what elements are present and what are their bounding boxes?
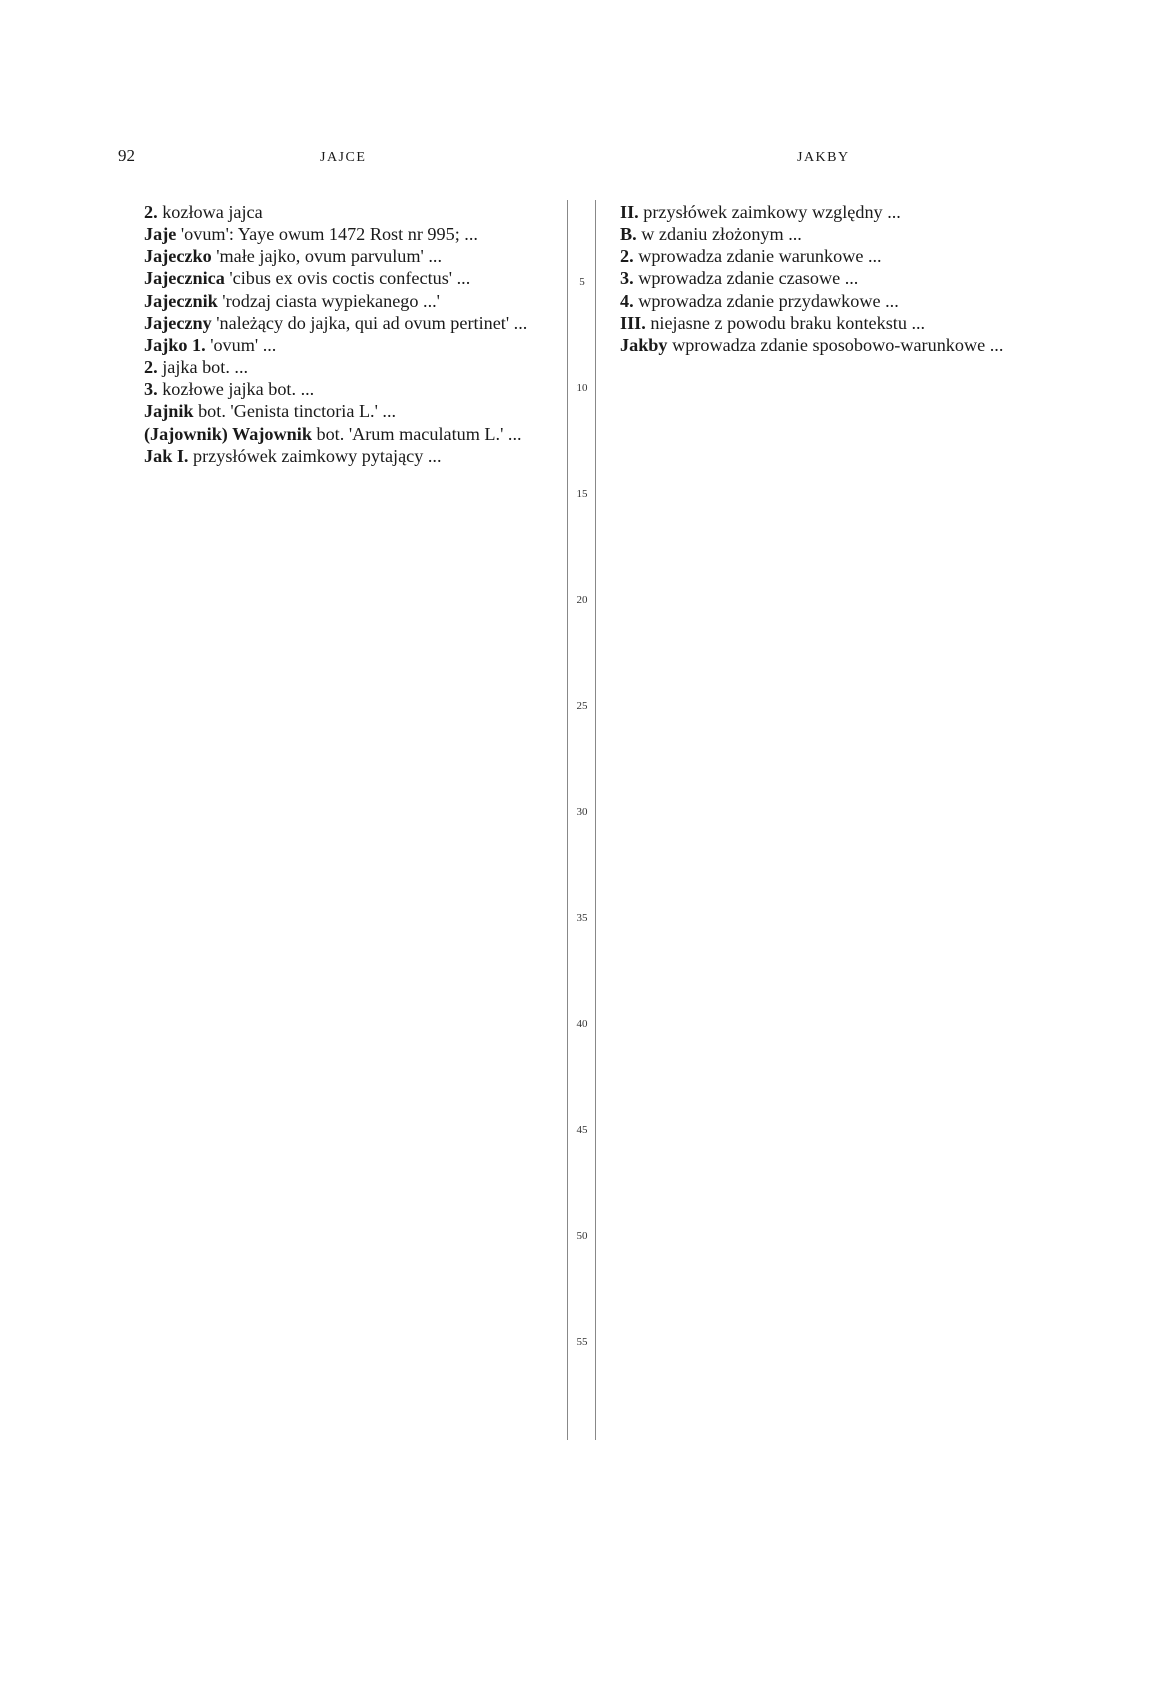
entry xyxy=(608,224,1029,245)
entry xyxy=(132,224,556,245)
line-number: 40 xyxy=(576,1018,588,1030)
running-head-left: JAJCE xyxy=(320,150,367,165)
entry-body: 'cibus ex ovis coctis confectus' ... xyxy=(224,268,471,289)
entry xyxy=(132,313,556,334)
entry-head: 2. xyxy=(620,246,634,267)
entry-body: 'ovum' ... xyxy=(205,334,277,355)
entry xyxy=(132,291,556,312)
entry xyxy=(132,401,556,422)
entry-body: 'należący do jajka, qui ad ovum pertinet' ... xyxy=(211,312,528,333)
entry xyxy=(608,335,1029,356)
entry-head: II. xyxy=(620,202,639,222)
line-number: 20 xyxy=(576,594,588,606)
entry-head: (Jajownik) Wajownik xyxy=(144,423,312,444)
entry xyxy=(608,268,1029,289)
entry-body: 'małe jajko, ovum parvulum' ... xyxy=(211,246,442,267)
entry-body: kozłowa jajca xyxy=(157,202,263,222)
left-column xyxy=(132,202,556,468)
entry-head: Jajnik xyxy=(144,401,194,422)
entry xyxy=(132,202,556,223)
entry-body: bot. 'Genista tinctoria L.' ... xyxy=(193,401,397,422)
line-number: 15 xyxy=(576,488,588,500)
entry-body: 'ovum': Yaye owum 1472 Rost nr 995; ... xyxy=(176,224,478,245)
line-number: 35 xyxy=(576,912,588,924)
page-number: 92 xyxy=(118,146,135,165)
line-number: 10 xyxy=(576,382,588,394)
entry-head: 3. xyxy=(620,268,634,289)
entry-head: III. xyxy=(620,312,646,333)
line-number: 30 xyxy=(576,806,588,818)
entry-body: wprowadza zdanie sposobowo-warunkowe ... xyxy=(667,334,1004,355)
running-head-right: JAKBY xyxy=(797,150,850,165)
entry-body: bot. 'Arum maculatum L.' ... xyxy=(311,423,522,444)
entry-head: 2. xyxy=(144,202,158,222)
line-number: 45 xyxy=(576,1124,588,1136)
entry xyxy=(132,357,556,378)
entry-body: w zdaniu złożonym ... xyxy=(636,224,802,245)
entry-head: Jajeczko xyxy=(144,246,212,267)
entry-body: wprowadza zdanie przydawkowe ... xyxy=(633,290,899,311)
line-number: 55 xyxy=(576,1336,588,1348)
entry-head: Jajko 1. xyxy=(144,334,206,355)
entry xyxy=(608,246,1029,267)
entry-head: Jajeczny xyxy=(144,312,212,333)
entry-body: wprowadza zdanie czasowe ... xyxy=(633,268,859,289)
entry-head: 2. xyxy=(144,357,158,378)
entry-head: Jajecznica xyxy=(144,268,225,289)
entry xyxy=(132,379,556,400)
column-divider-left xyxy=(567,200,568,1440)
entry-head: 4. xyxy=(620,290,634,311)
entry-body: przysłówek zaimkowy pytający ... xyxy=(188,445,442,466)
line-number: 25 xyxy=(576,700,588,712)
entry-head: 3. xyxy=(144,379,158,400)
right-column xyxy=(608,202,1029,357)
entry xyxy=(132,446,556,467)
entry-head: Jakby xyxy=(620,334,668,355)
entry-head: Jajecznik xyxy=(144,290,218,311)
entry xyxy=(608,313,1029,334)
entry-head: Jak I. xyxy=(144,445,189,466)
entry xyxy=(608,291,1029,312)
line-number: 5 xyxy=(579,276,585,288)
entry-body: 'rodzaj ciasta wypiekanego ...' xyxy=(217,290,440,311)
entry-body: przysłówek zaimkowy względny ... xyxy=(638,202,901,222)
entry-body: kozłowe jajka bot. ... xyxy=(157,379,315,400)
entry-head: Jaje xyxy=(144,224,177,245)
entry-body: niejasne z powodu braku kontekstu ... xyxy=(645,312,926,333)
entry-head: B. xyxy=(620,224,637,245)
entry xyxy=(132,268,556,289)
entry xyxy=(132,335,556,356)
entry xyxy=(132,246,556,267)
line-number: 50 xyxy=(576,1230,588,1242)
entry-body: jajka bot. ... xyxy=(157,357,249,378)
column-divider-right xyxy=(595,200,596,1440)
entry xyxy=(132,424,556,445)
entry xyxy=(608,202,1029,223)
entry-body: wprowadza zdanie warunkowe ... xyxy=(633,246,882,267)
